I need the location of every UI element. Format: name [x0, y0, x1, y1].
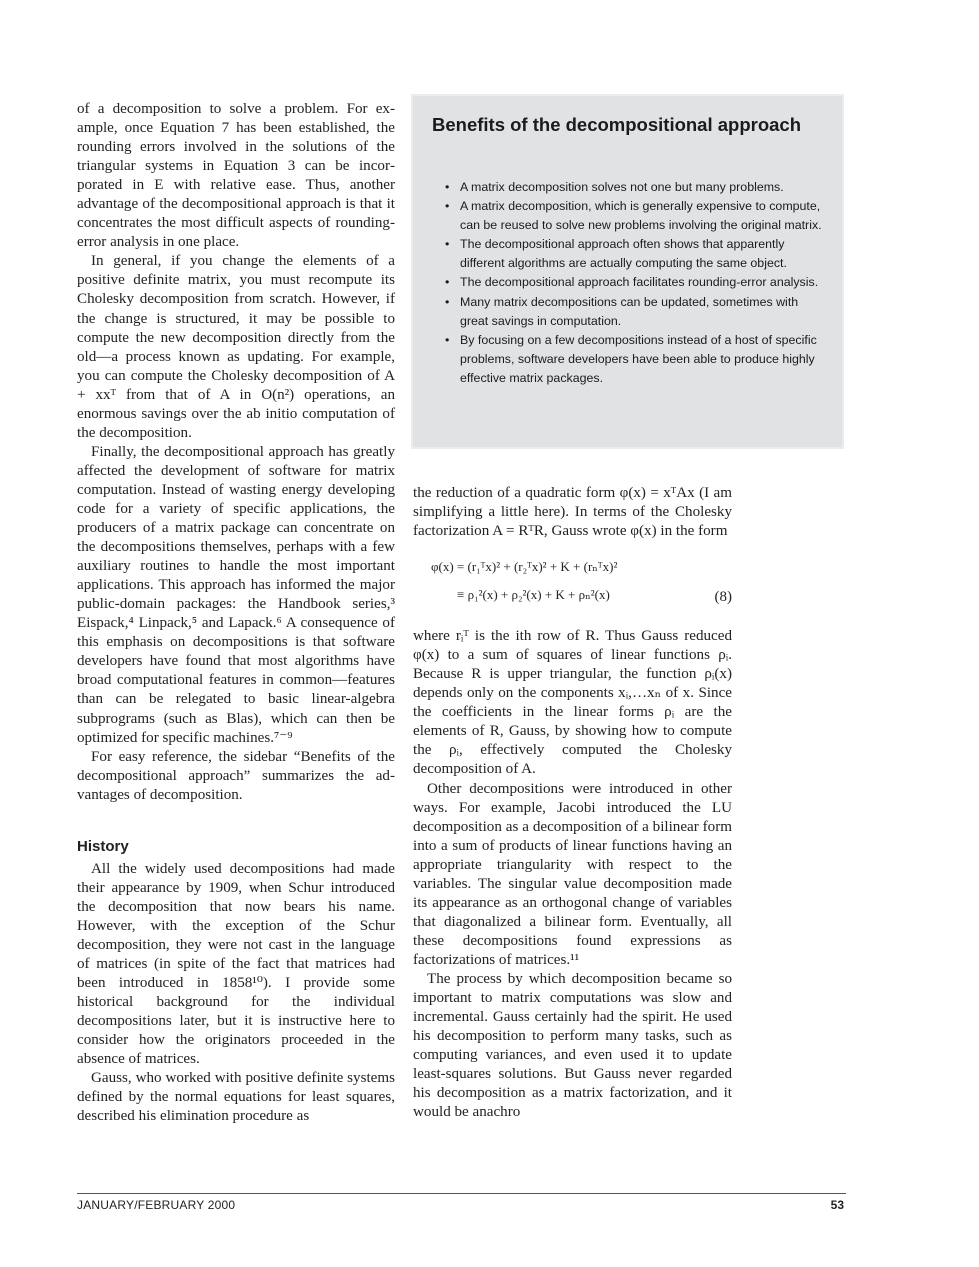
paragraph: Finally, the decompositional approach has greatly affected the development of software for matrix computation. Instead of wasting energy developing code for a variety of specific applications, the producers of a matrix package can concentrate on the decompositions themselves, perhaps with a few auxiliary routines to handle the most important applications. This approach has informed the major public-domain packages: the Handbook series,³ Eispack,⁴ Linpack,⁵ and Lapack.⁶ A consequence of this emphasis on decompositions is that software developers have found that most algorithms have broad computational features in common—features than can be relegated to basic linear-algebra subprograms (such as Blas), which can then be optimized for specific machines.⁷⁻⁹: [77, 443, 395, 746]
bullet-icon: •: [445, 180, 450, 194]
paragraph: In general, if you change the elements of a positive definite matrix, you must recompute its Cholesky decomposition from scratch. However, if the change is structured, it may be possible to compute the new decomposition directly from the old—a process known as updating. For example, you can compute the Cholesky decomposition of A + xxᵀ from that of A in O(n²) operations, an enormous savings over the ab initio computation of the decomposition.: [77, 253, 395, 441]
paragraph: Other decompositions were introduced in other ways. For example, Jacobi introduced the LU decomposition as a decomposition of a bilinear form into a sum of products of linear functions having an appropriate triangularity with respect to the variables. The singular value decomposition made its appearance as an orthogonal change of variables that diagonalized a bilinear form. Eventually, all these decompositions found expressions as factorizations of matrices.¹¹: [413, 780, 732, 968]
footer-divider: [77, 1193, 846, 1194]
left-column: [77, 100, 395, 1126]
bullet-icon: •: [445, 237, 450, 252]
sidebar-title: Benefits of the decompositional approach: [432, 114, 802, 135]
sidebar-item-text: The decompositional approach facilitates rounding-error analysis.: [460, 275, 819, 290]
paragraph: where rᵢᵀ is the ith row of R. Thus Gauss reduced φ(x) to a sum of squares of linear functions ρᵢ. Because R is upper triangular, the function ρᵢ(x) depends only on the components xᵢ,…xₙ of x. Since the coefficients in the linear forms ρᵢ are the elements of R, Gauss, by showing how to compute the ρᵢ, effectively computed the Cholesky decomposition of A.: [413, 628, 732, 778]
sidebar-item: [441, 293, 826, 331]
sidebar-list: [441, 178, 826, 388]
bullet-icon: •: [445, 294, 450, 309]
sidebar-item: [441, 273, 826, 292]
paragraph: Gauss, who worked with positive definite systems defined by the normal equations for least squares, described his elimination procedure as: [77, 1070, 395, 1125]
sidebar-item-text: A matrix decomposition, which is generally expensive to compute, can be reused to solve new problems involving the original matrix.: [460, 199, 822, 233]
sidebar-item-text: A matrix decomposition solves not one but many problems.: [460, 180, 784, 194]
sidebar-item-text: Many matrix decompositions can be updated, sometimes with great savings in computation.: [460, 294, 799, 328]
sidebar-item-text: By focusing on a few decompositions instead of a host of specific problems, software developers have been able to produce highly effective matrix packages.: [460, 332, 817, 385]
paragraph: The process by which decomposition became so important to matrix computations was slow and incremental. Gauss certainly had the spirit. He used his decomposition to perform many tasks, such as computing variances, and even used it to update least-squares solutions. But Gauss never regarded his decomposition as a matrix factorization, and it would be anachro: [413, 970, 732, 1121]
paragraph: of a decomposition to solve a problem. For example, once Equation 7 has been established, the rounding errors involved in the solutions of the triangular systems in Equation 3 can be incorporated in E with relative ease. Thus, another advantage of the decompositional approach is that it concentrates the most difficult aspects of rounding-error analysis in one place.: [77, 101, 395, 251]
paragraph: For easy reference, the sidebar “Benefits of the decompositional approach” summarizes the advantages of decomposition.: [77, 748, 395, 803]
equation-8: [413, 553, 732, 617]
paragraph: the reduction of a quadratic form φ(x) = xᵀAx (I am simplifying a little here). In terms of the Cholesky factorization A = RᵀR, Gauss wrote φ(x) in the form: [413, 485, 732, 540]
equation-number: (8): [714, 589, 732, 606]
section-heading-history: History: [77, 837, 129, 855]
sidebar-item: [441, 331, 826, 388]
footer-issue: JANUARY/FEBRUARY 2000: [77, 1198, 236, 1212]
bullet-icon: •: [445, 332, 450, 347]
right-column: [413, 484, 732, 1122]
sidebar-item: [441, 235, 826, 273]
sidebar-item: [441, 197, 826, 235]
equation-line: φ(x) = (r₁ᵀx)² + (r₂ᵀx)² + K + (rₙᵀx)²: [431, 559, 618, 575]
sidebar-box: [413, 96, 842, 447]
page-number: 53: [830, 1198, 844, 1212]
sidebar-item-text: The decompositional approach often shows that apparently different algorithms are actually computing the same object.: [460, 237, 787, 271]
paragraph: All the widely used decompositions had made their appearance by 1909, when Schur introduced the decomposition that now bears his name. However, with the exception of the Schur decomposition, they were not cast in the language of matrices (in spite of the fact that matrices had been introduced in 1858¹⁰). I provide some historical background for the individual decompositions later, but it is instructive here to consider how the originators proceeded in the absence of matrices.: [77, 860, 395, 1068]
bullet-icon: •: [445, 275, 450, 290]
equation-line: ≡ ρ₁²(x) + ρ₂²(x) + K + ρₙ²(x): [457, 587, 610, 603]
sidebar-item: [441, 178, 826, 197]
bullet-icon: •: [445, 199, 450, 214]
